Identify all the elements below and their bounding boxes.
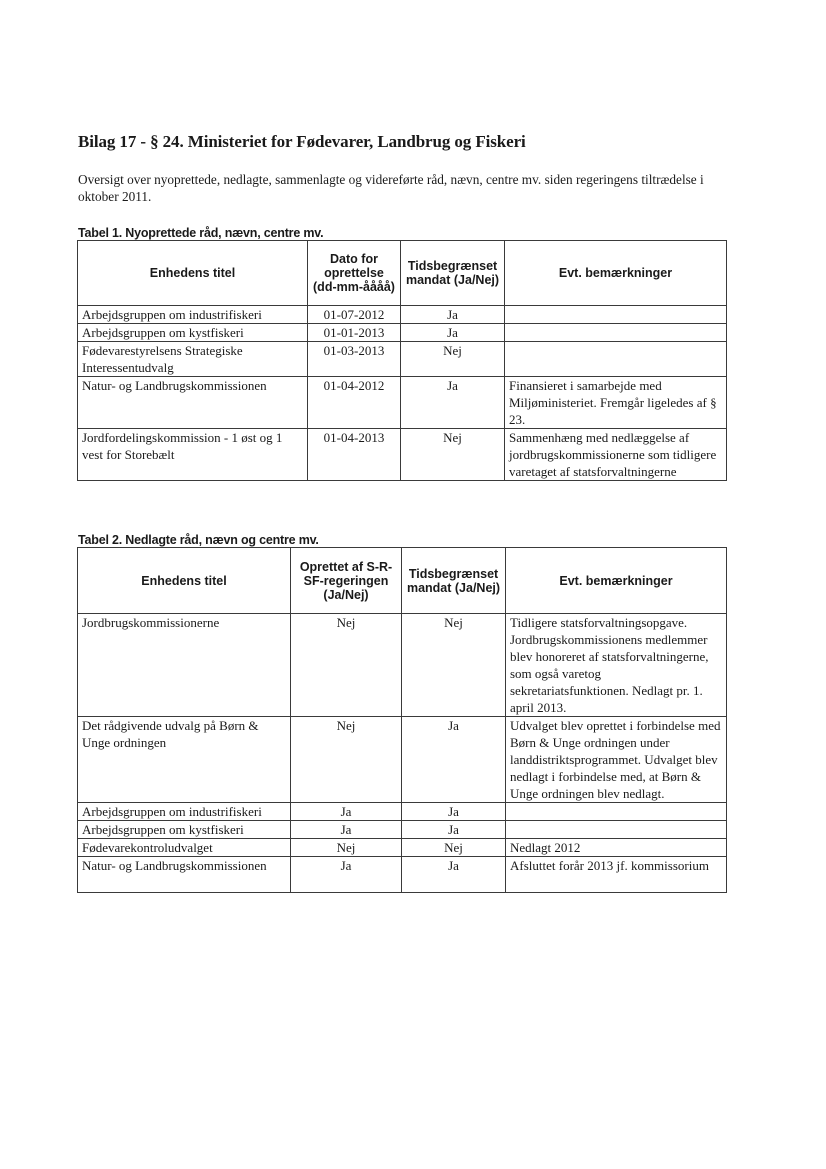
header-created-by-government: Oprettet af S-R-SF-regeringen (Ja/Nej): [291, 548, 402, 614]
table-closed-units: [77, 547, 727, 893]
unit-title: Fødevarekontroludvalget: [78, 839, 291, 857]
mandate-value: Nej: [401, 342, 505, 377]
unit-title: Natur- og Landbrugskommissionen: [78, 857, 291, 893]
table-row: [78, 857, 727, 893]
unit-title: Natur- og Landbrugskommissionen: [78, 377, 308, 429]
unit-title: Jordfordelingskommission - 1 øst og 1 vest for Storebælt: [78, 429, 308, 481]
unit-title: Fødevarestyrelsens Strategiske Interessentudvalg: [78, 342, 308, 377]
remarks: Sammenhæng med nedlæggelse af jordbrugskommissionerne som tidligere varetaget af statsforvaltningerne: [505, 429, 727, 481]
table-row: [78, 821, 727, 839]
creation-date: 01-07-2012: [308, 306, 401, 324]
mandate-value: Nej: [401, 429, 505, 481]
created-value: Nej: [291, 839, 402, 857]
header-time-limited-mandate: Tidsbegrænset mandat (Ja/Nej): [402, 548, 506, 614]
created-value: Nej: [291, 717, 402, 803]
remarks: [506, 803, 727, 821]
remarks: [506, 821, 727, 839]
table-row: [78, 342, 727, 377]
header-creation-date: Dato for oprettelse (dd-mm-åååå): [308, 241, 401, 306]
unit-title: Arbejdsgruppen om kystfiskeri: [78, 821, 291, 839]
header-time-limited-mandate: Tidsbegrænset mandat (Ja/Nej): [401, 241, 505, 306]
mandate-value: Nej: [402, 614, 506, 717]
remarks: Nedlagt 2012: [506, 839, 727, 857]
creation-date: 01-03-2013: [308, 342, 401, 377]
unit-title: Arbejdsgruppen om industrifiskeri: [78, 306, 308, 324]
mandate-value: Ja: [402, 821, 506, 839]
mandate-value: Ja: [401, 377, 505, 429]
mandate-value: Ja: [402, 803, 506, 821]
mandate-value: Nej: [402, 839, 506, 857]
mandate-value: Ja: [401, 306, 505, 324]
header-unit-title: Enhedens titel: [78, 241, 308, 306]
mandate-value: Ja: [402, 857, 506, 893]
remarks: Tidligere statsforvaltningsopgave. Jordbrugskommissionens medlemmer blev honoreret af statsforvaltningerne, som også varetog sekretariatsfunktionen. Nedlagt pr. 1. april 2013.: [506, 614, 727, 717]
creation-date: 01-04-2012: [308, 377, 401, 429]
created-value: Nej: [291, 614, 402, 717]
remarks: Udvalget blev oprettet i forbindelse med Børn & Unge ordningen under landdistriktsprogrammet. Udvalget blev nedlagt i forbindelse med, at Børn & Unge ordningen blev nedlagt.: [506, 717, 727, 803]
table-row: [78, 717, 727, 803]
created-value: Ja: [291, 803, 402, 821]
table-new-units: [77, 240, 727, 481]
creation-date: 01-04-2013: [308, 429, 401, 481]
unit-title: Jordbrugskommissionerne: [78, 614, 291, 717]
remarks: [505, 342, 727, 377]
header-unit-title: Enhedens titel: [78, 548, 291, 614]
mandate-value: Ja: [401, 324, 505, 342]
table-row: [78, 614, 727, 717]
unit-title: Arbejdsgruppen om industrifiskeri: [78, 803, 291, 821]
page-title: Bilag 17 - § 24. Ministeriet for Fødevarer, Landbrug og Fiskeri: [78, 132, 526, 151]
table-row: [78, 429, 727, 481]
intro-paragraph: Oversigt over nyoprettede, nedlagte, sammenlagte og videreførte råd, nævn, centre mv. siden regeringens tiltrædelse i oktober 2011.: [78, 172, 704, 204]
unit-title: Arbejdsgruppen om kystfiskeri: [78, 324, 308, 342]
mandate-value: Ja: [402, 717, 506, 803]
header-remarks: Evt. bemærkninger: [506, 548, 727, 614]
table-row: [78, 324, 727, 342]
table1-caption: Tabel 1. Nyoprettede råd, nævn, centre mv.: [78, 226, 324, 240]
creation-date: 01-01-2013: [308, 324, 401, 342]
unit-title: Det rådgivende udvalg på Børn & Unge ordningen: [78, 717, 291, 803]
table-row: [78, 377, 727, 429]
table-row: [78, 306, 727, 324]
created-value: Ja: [291, 821, 402, 839]
remarks: [505, 306, 727, 324]
table2-caption: Tabel 2. Nedlagte råd, nævn og centre mv.: [78, 533, 319, 547]
remarks: Afsluttet forår 2013 jf. kommissorium: [506, 857, 727, 893]
header-remarks: Evt. bemærkninger: [505, 241, 727, 306]
table-row: [78, 803, 727, 821]
created-value: Ja: [291, 857, 402, 893]
table-row: [78, 839, 727, 857]
remarks: Finansieret i samarbejde med Miljøministeriet. Fremgår ligeledes af § 23.: [505, 377, 727, 429]
remarks: [505, 324, 727, 342]
